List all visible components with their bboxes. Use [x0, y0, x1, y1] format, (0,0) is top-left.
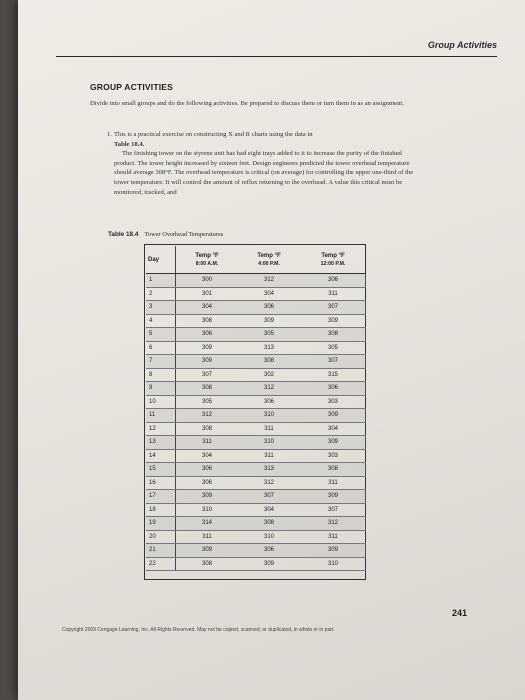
cell-temp: 307 — [300, 301, 366, 315]
cell-temp: 300 — [176, 274, 239, 288]
cell-temp: 309 — [176, 341, 239, 355]
cell-temp: 308 — [176, 557, 239, 571]
activity-item-1 — [107, 130, 414, 197]
cell-temp: 306 — [238, 395, 300, 409]
cell-day: 20 — [146, 530, 176, 544]
cell-day: 21 — [146, 544, 176, 558]
cell-day: 5 — [146, 328, 176, 342]
cell-day: 8 — [146, 368, 176, 382]
cell-temp: 303 — [300, 395, 366, 409]
table-row — [146, 274, 366, 288]
cell-temp: 309 — [176, 544, 239, 558]
cell-temp: 305 — [300, 341, 366, 355]
cell-day: 12 — [146, 422, 176, 436]
table-row — [146, 503, 366, 517]
cell-temp: 301 — [176, 287, 239, 301]
activity-table-ref: Table 18.4. — [114, 140, 145, 148]
cell-temp: 307 — [238, 490, 300, 504]
table-row — [146, 544, 366, 558]
cell-day: 3 — [146, 301, 176, 315]
cell-temp: 306 — [176, 463, 239, 477]
cell-temp: 310 — [176, 503, 239, 517]
cell-temp: 312 — [300, 517, 366, 531]
cell-temp: 306 — [238, 544, 300, 558]
cell-day: 10 — [146, 395, 176, 409]
table-row — [146, 341, 366, 355]
cell-temp: 313 — [238, 463, 300, 477]
cell-day: 16 — [146, 476, 176, 490]
table-row — [146, 395, 366, 409]
temperature-table — [146, 246, 366, 571]
header-temp-4pm — [238, 246, 300, 274]
table-row — [146, 517, 366, 531]
cell-temp: 306 — [300, 274, 366, 288]
cell-temp: 309 — [300, 314, 366, 328]
table-caption-title: Tower Overhead Temperatures — [144, 231, 224, 238]
cell-temp: 309 — [176, 355, 239, 369]
cell-day: 18 — [146, 503, 176, 517]
cell-temp: 306 — [238, 301, 300, 315]
cell-temp: 306 — [176, 328, 239, 342]
header-temp-4pm-title: Temp °F — [257, 252, 281, 259]
page-number: 241 — [451, 608, 467, 618]
cell-temp: 308 — [238, 517, 300, 531]
cell-temp: 307 — [300, 503, 366, 517]
intro-paragraph: Divide into small groups and do the following activities. Be prepared to discuss them or turn them in as an assignment. — [90, 100, 404, 107]
table-row — [146, 328, 366, 342]
cell-temp: 310 — [238, 530, 300, 544]
cell-temp: 311 — [300, 476, 366, 490]
table-row — [146, 382, 366, 396]
cell-temp: 311 — [300, 287, 366, 301]
cell-day: 11 — [146, 409, 176, 423]
cell-day: 1 — [146, 274, 176, 288]
cell-temp: 310 — [238, 409, 300, 423]
cell-temp: 305 — [238, 328, 300, 342]
cell-day: 9 — [146, 382, 176, 396]
cell-temp: 308 — [300, 328, 366, 342]
header-temp-8am-title: Temp °F — [195, 252, 219, 259]
table-row — [146, 301, 366, 315]
header-temp-4pm-time: 4:00 P.M. — [258, 260, 280, 267]
table-body — [146, 274, 366, 571]
cell-temp: 309 — [300, 409, 366, 423]
cell-temp: 303 — [300, 449, 366, 463]
cell-day: 4 — [146, 314, 176, 328]
table-row — [146, 436, 366, 450]
cell-temp: 312 — [238, 476, 300, 490]
copyright-notice: Copyright 2009 Cengage Learning, Inc. All Rights Reserved. May not be copied, scanned, or duplicated, in whole or in part. — [62, 627, 335, 633]
cell-temp: 304 — [238, 287, 300, 301]
cell-temp: 311 — [176, 436, 239, 450]
cell-temp: 309 — [300, 436, 366, 450]
header-temp-8am — [176, 246, 239, 274]
cell-temp: 309 — [176, 490, 239, 504]
header-temp-12pm — [300, 246, 366, 274]
cell-temp: 302 — [238, 368, 300, 382]
header-temp-8am-time: 8:00 A.M. — [195, 260, 219, 267]
cell-temp: 309 — [300, 544, 366, 558]
cell-day: 7 — [146, 355, 176, 369]
cell-temp: 308 — [176, 382, 239, 396]
cell-temp: 304 — [238, 503, 300, 517]
table-row — [146, 409, 366, 423]
table-row — [146, 557, 366, 571]
table-row — [146, 476, 366, 490]
cell-day: 15 — [146, 463, 176, 477]
cell-temp: 309 — [238, 314, 300, 328]
cell-temp: 311 — [238, 422, 300, 436]
cell-day: 17 — [146, 490, 176, 504]
cell-day: 14 — [146, 449, 176, 463]
cell-temp: 306 — [300, 382, 366, 396]
cell-temp: 311 — [238, 449, 300, 463]
cell-temp: 309 — [300, 490, 366, 504]
table-row — [146, 368, 366, 382]
table-row — [146, 530, 366, 544]
table-row — [146, 449, 366, 463]
cell-temp: 312 — [176, 409, 239, 423]
activity-lead: This is a practical exercise on constructing X and R charts using the data in — [114, 131, 313, 138]
section-title: GROUP ACTIVITIES — [90, 82, 174, 92]
cell-temp: 304 — [300, 422, 366, 436]
cell-day: 13 — [146, 436, 176, 450]
header-rule — [56, 56, 497, 57]
cell-temp: 313 — [238, 341, 300, 355]
table-row — [146, 490, 366, 504]
cell-day: 19 — [146, 517, 176, 531]
cell-day: 2 — [146, 287, 176, 301]
cell-temp: 312 — [238, 382, 300, 396]
cell-temp: 307 — [176, 368, 239, 382]
cell-temp: 311 — [300, 530, 366, 544]
table-header-row — [146, 246, 366, 274]
table-caption — [108, 231, 223, 238]
cell-temp: 304 — [176, 449, 239, 463]
header-temp-12pm-title: Temp °F — [321, 252, 345, 259]
cell-temp: 307 — [300, 355, 366, 369]
cell-temp: 308 — [176, 314, 239, 328]
cell-temp: 308 — [300, 463, 366, 477]
table-row — [146, 287, 366, 301]
cell-temp: 305 — [176, 395, 239, 409]
header-temp-12pm-time: 12:00 P.M. — [320, 260, 346, 267]
cell-temp: 311 — [176, 530, 239, 544]
table-caption-label: Table 18.4 — [108, 231, 139, 238]
textbook-page — [18, 0, 525, 700]
cell-temp: 309 — [238, 557, 300, 571]
table-row — [146, 463, 366, 477]
cell-temp: 314 — [176, 517, 239, 531]
header-day: Day — [146, 246, 176, 274]
cell-day: 6 — [146, 341, 176, 355]
table-row — [146, 422, 366, 436]
cell-temp: 308 — [176, 422, 239, 436]
cell-temp: 310 — [300, 557, 366, 571]
table-row — [146, 355, 366, 369]
running-head: Group Activities — [427, 40, 497, 50]
cell-temp: 312 — [238, 274, 300, 288]
cell-temp: 304 — [176, 301, 239, 315]
table-row — [146, 314, 366, 328]
cell-temp: 310 — [238, 436, 300, 450]
cell-temp: 306 — [176, 476, 239, 490]
activity-paragraph: The finishing tower on the styrene unit has had eight trays added to it to increase the purity of the finished product. The tower height increased by sixteen feet. Design engineers predicted the tower overhead temperature should average 308°F. The overhead temperature is critical (on average) for controlling the upper one-third of the tower temperature. It will control the amount of reflux returning to the overhead. A value this critical must be monitored, tracked, and — [114, 150, 414, 196]
cell-temp: 315 — [300, 368, 366, 382]
activity-number: 1. — [107, 131, 112, 138]
cell-day: 22 — [146, 557, 176, 571]
cell-temp: 308 — [238, 355, 300, 369]
